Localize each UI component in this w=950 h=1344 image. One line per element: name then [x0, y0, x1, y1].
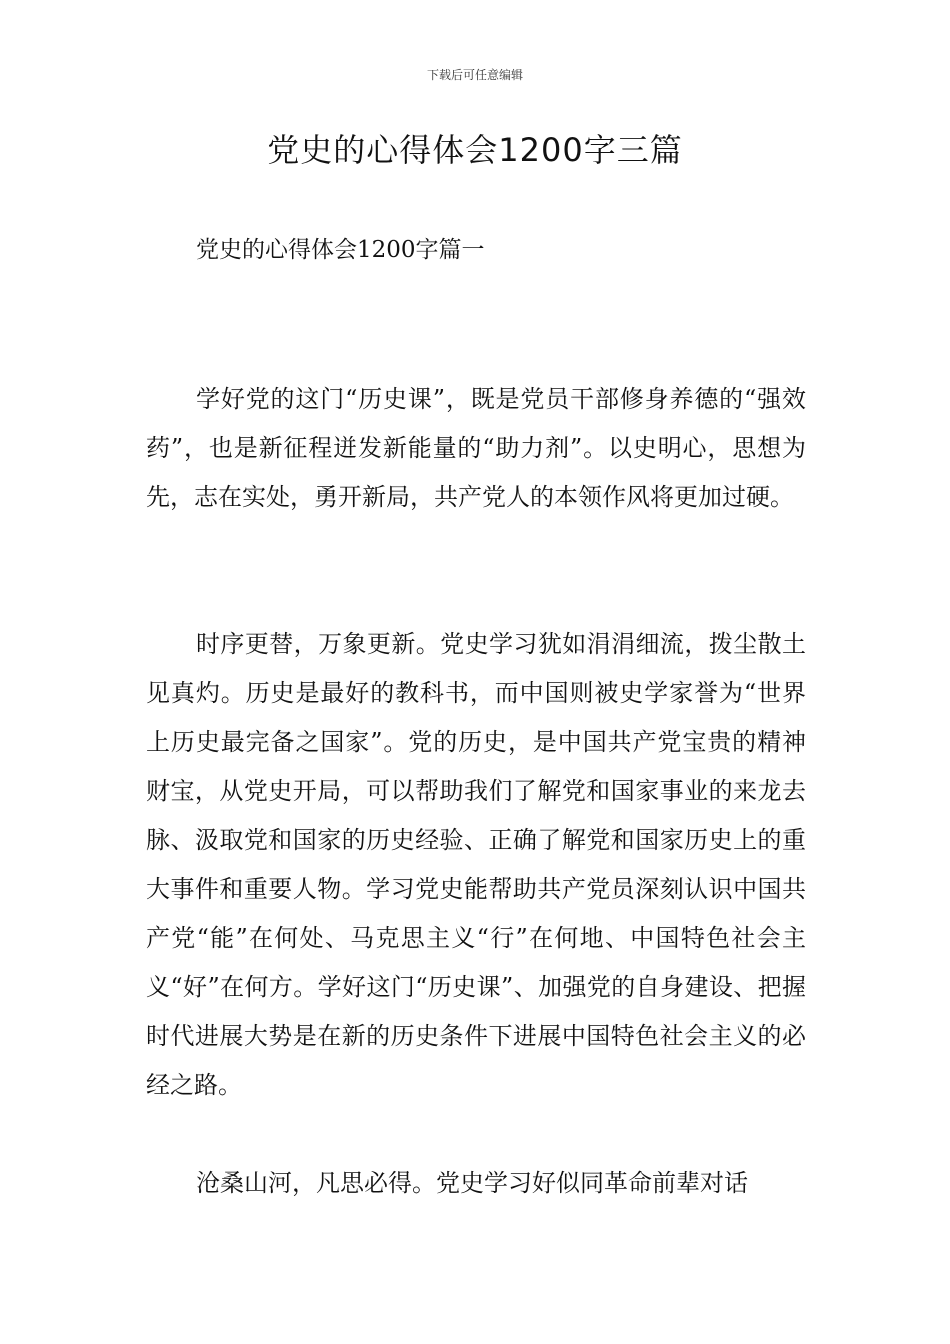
section-heading: 党史的心得体会1200字篇一	[196, 237, 485, 263]
document-title: 党史的心得体会1200字三篇	[267, 131, 683, 169]
paragraph: 时序更替，万象更新。党史学习犹如涓涓细流，拨尘散土见真灼。历史是最好的教科书，而中国则被史学家誉为“世界上历史最完备之国家”。党的历史，是中国共产党宝贵的精神财宝，从党史开局，可以帮助我们了解党和国家事业的来龙去脉、汲取党和国家的历史经验、正确了解党和国家历史上的重大事件和重要人物。学习党史能帮助共产党员深刻认识中国共产党“能”在何处、马克思主义“行”在何地、中国特色社会主义“好”在何方。学好这门“历史课”、加强党的自身建设、把握时代进展大势是在新的历史条件下进展中国特色社会主义的必经之路。	[146, 630, 806, 1099]
paragraph: 学好党的这门“历史课”，既是党员干部修身养德的“强效药”，也是新征程迸发新能量的“助力剂”。以史明心，思想为先，志在实处，勇开新局，共产党人的本领作风将更加过硬。	[146, 385, 806, 511]
paragraph: 沧桑山河，凡思必得。党史学习好似同革命前辈对话	[196, 1169, 748, 1197]
header-note: 下载后可任意编辑	[426, 68, 523, 82]
